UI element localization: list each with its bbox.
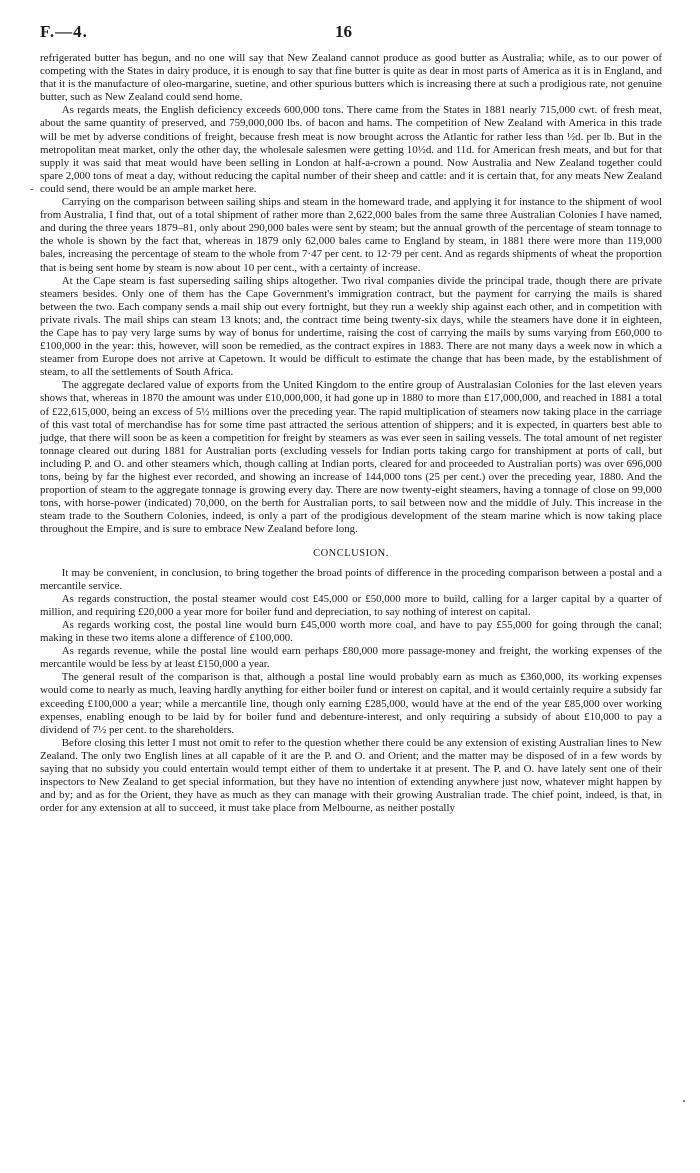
paragraph: The aggregate declared value of exports from the United Kingdom to the entire group of Australasian Colonies for the last eleven years shows that, whereas in 1870 the amount was under £10,000,000, it had gone up in 1880 to more than £17,000,000, and reached in 1881 a total of £22,615,000, being an excess of 5½ millions over the preceding year. The rapid multiplication of steamers now taking place in the carriage of this vast total of merchandise has for some time past attracted the serious attention of shippers; and it is expected, in quarters best able to judge, that there will soon be as keen a competition for freight by steamers as was ever seen in sailing vessels. The total amount of net register tonnage cleared out during 1881 for Australian ports (excluding vessels for Indian ports taking cargo for transhipment at ports of call, but including P. and O. and other steamers which, though calling at Indian ports, cleared for and proceeded to Australian ports) was over 696,000 tons, being by far the highest ever recorded, and showing an increase of 144,000 tons (25 per cent.) over the preceding year, 1880. And the proportion of steam to the aggregate tonnage is growing every day. There are now twenty-eight steamers, having a tonnage of close on 99,000 tons, with horse-power (indicated) 70,000, on the berth for Australian ports, to sail between now and the middle of July. This increase in the steam trade to the Southern Colonies, indeed, is only a part of the prodigious development of the steam marine which is now taking place throughout the Empire, and is sure to embrace New Zealand before long. bbox=[40, 379, 662, 536]
margin-mark: - bbox=[30, 184, 34, 195]
paragraph: It may be convenient, in conclusion, to bring together the broad points of difference in the proceding comparison between a postal and a mercantile service. bbox=[40, 566, 662, 592]
paragraph: The general result of the comparison is that, although a postal line would probably earn as much as £360,000, its working expenses would come to nearly as much, leaving hardly anything for either boiler fund or interest on capital, and it would certainly require a subsidy far exceeding £100,000 a year; while a mercantile line, though only earning £285,000, would have at the end of the year £85,000 over working expenses, enabling enough to be laid by for boiler fund and debenture-interest, and only requiring a subsidy of about £10,000 to pay a dividend of 7½ per cent. to the shareholders. bbox=[40, 671, 662, 736]
paragraph: Carrying on the comparison between sailing ships and steam in the homeward trade, and applying it for instance to the shipment of wool from Australia, I find that, out of a total shipment of rather more than 2,622,000 bales from the same three Australian Colonies I have named, and during the three years 1879–81, only about 290,000 bales were sent by steam; but the annual growth of the percentage of steam tonnage to the whole is shown by the fact that, whereas in 1879 only 62,000 bales came to England by steam, in 1881 there were more than 119,000 bales, increasing the percentage of steam to the whole from 7·47 per cent. to 12·79 per cent. And as regards shipments of wheat the proportion that is being sent home by steam is now about 10 per cent., with a certainty of increase. bbox=[40, 196, 662, 274]
paragraph: refrigerated butter has begun, and no one will say that New Zealand cannot produce as good butter as Australia; while, as to our power of competing with the States in dairy produce, it is enough to say that fine butter is quite as dear in most parts of America as it is in England, and that it is the manufacture of oleo-margarine, suetine, and other spurious butters which is increasing there at such a prodigious rate, not genuine butter, such as New Zealand could send home. bbox=[40, 52, 662, 104]
paragraph: As regards revenue, while the postal line would earn perhaps £80,000 more passage-money and freight, the working expenses of the mercantile would be less by at least £150,000 a year. bbox=[40, 645, 662, 671]
paragraph: As regards construction, the postal steamer would cost £45,000 or £50,000 more to build, calling for a larger capital by a quarter of million, and requiring £20,000 a year more for boiler fund and depreciation, to say nothing of interest on capital. bbox=[40, 592, 662, 618]
page-number: 16 bbox=[335, 22, 352, 41]
margin-dot bbox=[683, 1100, 685, 1102]
document-reference: F.—4. bbox=[40, 22, 88, 41]
paragraph: Before closing this letter I must not omit to refer to the question whether there could be any extension of existing Australian lines to New Zealand. The only two English lines at all capable of it are the P. and O. and Orient; and the matter may be disposed of in a few words by saying that no subsidy you could entertain would tempt either of them to undertake it at present. The P. and O. have lately sent one of their inspectors to New Zealand to get special information, but they have no intention of extending anywhere just now, whatever might happen by and by; and as for the Orient, they have as much as they can manage with their growing Australian trade. The chief point, indeed, is that, in order for any extension at all to succeed, it must take place from Melbourne, as neither postally bbox=[40, 736, 662, 815]
paragraph: As regards meats, the English deficiency exceeds 600,000 tons. There came from the States in 1881 nearly 715,000 cwt. of fresh meat, about the same quantity of preserved, and 759,000,000 lbs. of bacon and hams. The competition of New Zealand with America in this trade will be met by adverse conditions of freight, because fresh meat is now brought across the Atlantic for rather less than ½d. per lb. But in the metropolitan meat market, only the other day, the wholesale salesmen were getting 10½d. and 11d. for American fresh meats, and but for that supply it was said that meat would have been selling in London at half-a-crown a pound. Now Australia and New Zealand together could spare 2,000 tons of meat a day, without reducing the capital number of their sheep and cattle: and it is certain that, for any meats New Zealand could send, there would be an ample market here. bbox=[40, 104, 662, 195]
body-text bbox=[40, 52, 662, 815]
section-heading: CONCLUSION. bbox=[313, 548, 389, 560]
paragraph: At the Cape steam is fast superseding sailing ships altogether. Two rival companies divide the principal trade, though there are private steamers besides. Only one of them has the Cape Government's immigration contract, but the payment for carrying the mails is shared between the two. Each company sends a mail ship out every fortnight, but they run a weekly ship against each other, and in competition with private rivals. The mail ships can steam 13 knots; and, the contract time being twenty-six days, while the steamers have done it in eighteen, the Cape has to pay very large sums by way of bonus for undertime, raising the cost of carrying the mails by sums varying from £60,000 to £100,000 in the year: this, however, will soon be remedied, as the contract expires in 1883. There are not many days a week now in which a steamer from Europe does not arrive at Capetown. It would be difficult to estimate the change that has been made, by the establishment of steam, to all the settlements of South Africa. bbox=[40, 274, 662, 379]
paragraph: As regards working cost, the postal line would burn £45,000 worth more coal, and have to pay £55,000 for going through the canal; making in these two items alone a difference of £100,000. bbox=[40, 618, 662, 645]
